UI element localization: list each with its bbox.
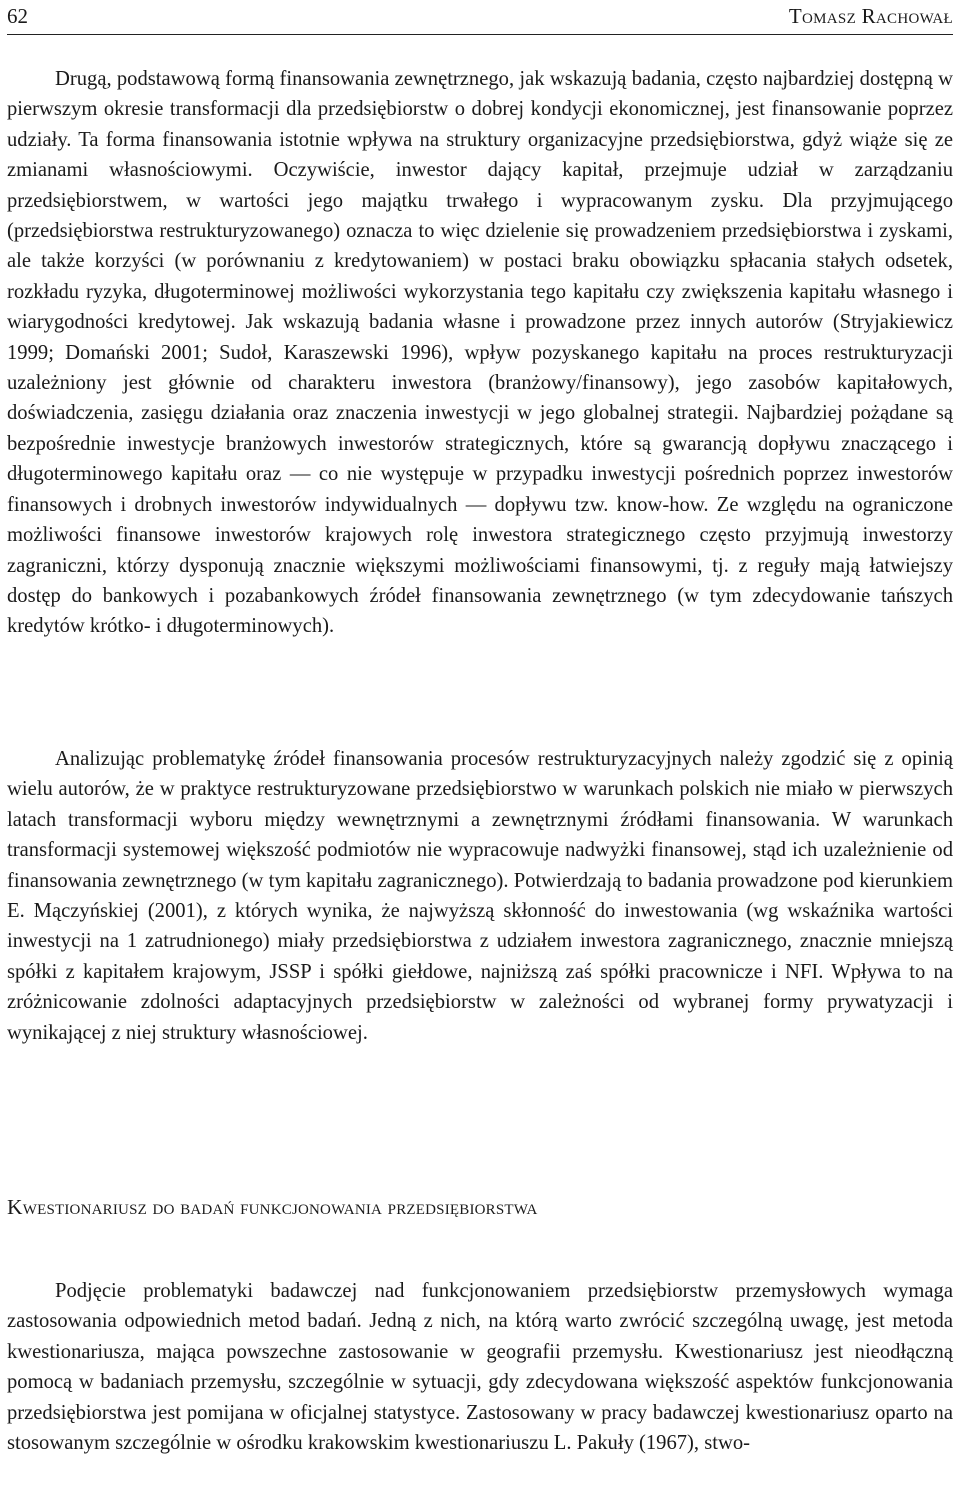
body-paragraph-financing-shares: Drugą, podstawową formą finansowania zewnętrznego, jak wskazują badania, często najbardziej dostępną w pierwszym okresie transformacji dla przedsiębiorstw o dobrej kondycji ekonomicznej, jest finansowanie poprzez udziały. Ta forma finansowania istotnie wpływa na struktury organizacyjne przedsiębiorstwa, gdyż wiąże się ze zmianami własnościowymi. Oczywiście, inwestor dający kapitał, przejmuje udział w zarządzaniu przedsiębiorstwem, w wartości jego majątku trwałego i wypracowanym zysku. Dla przyjmującego (przedsiębiorstwa restrukturyzowanego) oznacza to więc dzielenie się prowadzeniem przedsiębiorstwa i zyskami, ale także korzyści (w porównaniu z kredytowaniem) w postaci braku obowiązku spłacania stałych odsetek, rozkładu ryzyka, długoterminowej możliwości wykorzystania tego kapitału czy zwiększenia kapitału własnego i wiarygodności kredytowej. Jak wskazują badania własne i prowadzone przez innych autorów (Stryjakiewicz 1999; Domański 2001; Sudoł, Karaszewski 1996), wpływ pozyskanego kapitału na proces restrukturyzacji uzależniony jest głównie od charakteru inwestora (branżowy/finansowy), jego zasobów kapitałowych, doświadczenia, zasięgu działania oraz znaczenia inwestycji w jego globalnej strategii. Najbardziej pożądane są bezpośrednie inwestycje branżowych inwestorów strategicznych, które są gwarancją dopływu znaczącego i długoterminowego kapitału oraz — co nie występuje w przypadku inwestycji pośrednich poprzez inwestorów finansowych i drobnych inwestorów indywidualnych — dopływu tzw. know-how. Ze względu na ograniczone możliwości finansowe inwestorów krajowych rolę inwestora strategicznego często przyjmują inwestorzy zagraniczni, którzy dysponują znacznie większymi możliwościami finansowymi, tj. z reguły mają łatwiejszy dostęp do bankowych i pozabankowych źródeł finansowania zewnętrznego (w tym zdecydowanie tańszych kredytów krótko- i długoterminowych). <box>7 68 953 638</box>
section-heading: Kwestionariusz do badań funkcjonowania przedsiębiorstwa <box>7 1195 538 1219</box>
running-head-author: Tomasz Rachował <box>788 4 953 28</box>
page-number: 62 <box>7 4 28 28</box>
page-header <box>7 0 953 35</box>
body-paragraph-financing-sources: Analizując problematykę źródeł finansowania procesów restrukturyzacyjnych należy zgodzić się z opinią wielu autorów, że w praktyce restrukturyzowane przedsiębiorstwo w warunkach polskich nie miało w pierwszych latach transformacji wyboru między wewnętrznymi a zewnętrznymi źródłami finansowania. W warunkach transformacji systemowej większość podmiotów nie wypracowuje nadwyżki finansowej, stąd ich uzależnienie od finansowania zewnętrznego (w tym kapitału zagranicznego). Potwierdzają to badania prowadzone pod kierunkiem E. Mączyńskiej (2001), z których wynika, że najwyższą skłonność do inwestowania (wg wskaźnika wartości inwestycji na 1 zatrudnionego) miały przedsiębiorstwa z udziałem inwestora zagranicznego, znacznie mniejszą spółki z kapitałem krajowym, JSSP i spółki giełdowe, najniższą zaś spółki pracownicze i NFI. Wpływa to na zróżnicowanie zdolności adaptacyjnych przedsiębiorstw w zależności od wybranej formy prywatyzacji i wynikającej z niej struktury własnościowej. <box>7 748 953 1044</box>
body-paragraph-questionnaire: Podjęcie problematyki badawczej nad funkcjonowaniem przedsiębiorstw przemysłowych wymaga zastosowania odpowiednich metod badań. Jedną z nich, na którą warto zwrócić szczególną uwagę, jest metoda kwestionariusza, mająca powszechne zastosowanie w geografii przemysłu. Kwestionariusz jest nieodłączną pomocą w badaniach przemysłu, szczególnie w sytuacji, gdy zdecydowana większość aspektów funkcjonowania przedsiębiorstwa jest pomijana w oficjalnej statystyce. Zastosowany w pracy badawczej kwestionariusz oparto na stosowanym szczególnie w ośrodku krakowskim kwestionariuszu L. Pakuły (1967), stwo- <box>7 1280 953 1455</box>
